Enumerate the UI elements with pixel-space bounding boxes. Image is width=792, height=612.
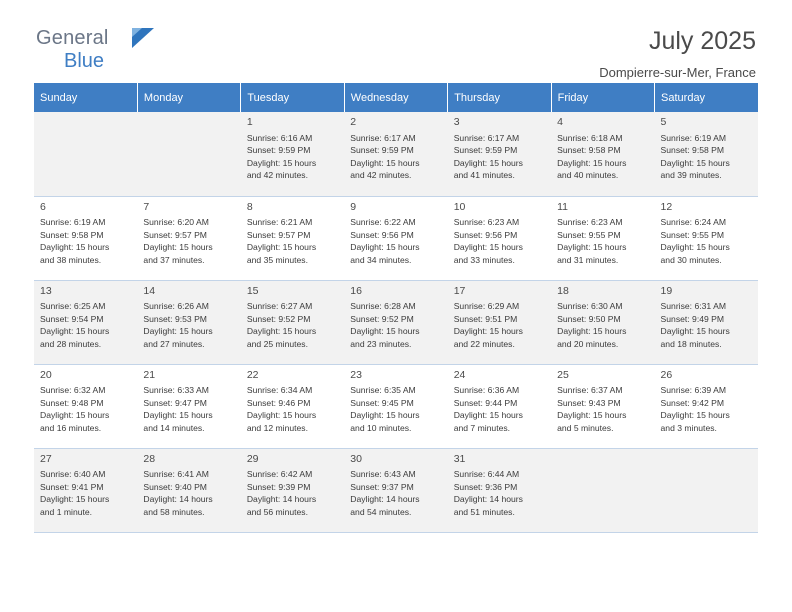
- day-number: 18: [557, 284, 569, 297]
- calendar-day-cell: [344, 280, 447, 364]
- page-title: July 2025: [648, 27, 756, 55]
- day-info-line: Sunset: 9:49 PM: [660, 313, 725, 324]
- day-info-line: Daylight: 15 hours: [143, 410, 213, 421]
- day-info-line: and 14 minutes.: [143, 422, 205, 433]
- day-info-line: Sunrise: 6:31 AM: [660, 301, 726, 312]
- day-info-line: Sunset: 9:59 PM: [246, 145, 311, 156]
- day-info-line: Daylight: 15 hours: [557, 410, 627, 421]
- day-info-line: and 10 minutes.: [350, 422, 412, 433]
- calendar-day-cell: [241, 364, 344, 448]
- day-number: 27: [40, 452, 52, 465]
- calendar-day-cell: [655, 112, 758, 196]
- calendar-day-cell: [551, 280, 654, 364]
- calendar-week-row: [34, 364, 758, 448]
- calendar-day-cell: [34, 280, 137, 364]
- calendar-header-row: [34, 83, 758, 112]
- day-number: 3: [453, 116, 460, 128]
- page-header: [34, 0, 758, 80]
- day-info-line: Daylight: 15 hours: [350, 410, 420, 421]
- day-info-line: Daylight: 15 hours: [660, 326, 730, 337]
- calendar-day-cell: [241, 196, 344, 280]
- day-info-line: and 31 minutes.: [557, 254, 619, 265]
- day-info-line: Sunset: 9:53 PM: [143, 313, 207, 324]
- day-number: 4: [557, 116, 563, 128]
- calendar-day-cell: [241, 280, 344, 364]
- day-info-line: and 1 minute.: [40, 506, 93, 517]
- day-info-line: and 7 minutes.: [453, 422, 511, 433]
- general-blue-logo: [34, 26, 164, 78]
- title-block: [599, 26, 758, 80]
- day-number: 2: [350, 116, 357, 128]
- day-info-line: Sunset: 9:39 PM: [246, 481, 311, 492]
- day-info-line: Sunset: 9:41 PM: [40, 481, 104, 492]
- logo-text-blue: Blue: [64, 50, 105, 72]
- day-info-line: Sunrise: 6:43 AM: [350, 469, 416, 480]
- location-subtitle: Dompierre-sur-Mer, France: [599, 65, 756, 80]
- day-info-line: Sunset: 9:36 PM: [453, 481, 518, 492]
- day-info-line: Daylight: 15 hours: [557, 157, 627, 168]
- weekday-header-sunday: Sunday: [34, 83, 137, 112]
- day-info-line: and 42 minutes.: [350, 170, 412, 181]
- calendar-day-cell: [344, 364, 447, 448]
- day-info-line: Sunset: 9:58 PM: [557, 145, 621, 156]
- day-number: 29: [246, 452, 259, 465]
- day-info-line: Sunrise: 6:29 AM: [453, 301, 520, 312]
- day-info-line: Sunrise: 6:27 AM: [246, 301, 313, 312]
- calendar-day-cell: [137, 364, 240, 448]
- calendar-day-cell: [137, 280, 240, 364]
- day-number: 8: [246, 200, 253, 213]
- day-number: 1: [246, 116, 253, 128]
- day-info-line: Daylight: 14 hours: [350, 494, 420, 505]
- weekday-header-monday: Monday: [137, 83, 240, 112]
- day-info-line: Sunset: 9:58 PM: [40, 229, 104, 240]
- day-info-line: and 23 minutes.: [350, 338, 412, 349]
- day-info-line: Daylight: 15 hours: [557, 326, 627, 337]
- day-info-line: Sunrise: 6:33 AM: [143, 385, 209, 396]
- calendar-day-cell: [34, 364, 137, 448]
- day-info-line: and 39 minutes.: [660, 170, 722, 181]
- day-info-line: Sunset: 9:50 PM: [557, 313, 621, 324]
- day-info-line: Daylight: 15 hours: [350, 157, 420, 168]
- weekday-header-wednesday: Wednesday: [344, 83, 447, 112]
- day-number: 12: [660, 200, 673, 213]
- day-number: 11: [557, 200, 569, 213]
- day-number: 16: [350, 284, 362, 297]
- day-info-line: Sunset: 9:57 PM: [143, 229, 207, 240]
- calendar-day-cell: [241, 448, 344, 532]
- calendar-day-cell: [34, 448, 137, 532]
- day-info-line: Daylight: 14 hours: [143, 494, 213, 505]
- calendar-cell-empty: [655, 448, 758, 532]
- day-info-line: Sunrise: 6:23 AM: [453, 217, 520, 228]
- calendar-cell-empty: [137, 112, 240, 196]
- calendar-day-cell: [655, 196, 758, 280]
- calendar-week-row: [34, 448, 758, 532]
- day-info-line: and 56 minutes.: [246, 506, 308, 517]
- day-info-line: Sunrise: 6:22 AM: [350, 217, 416, 228]
- day-number: 28: [143, 452, 156, 465]
- day-info-line: Sunrise: 6:30 AM: [557, 301, 623, 312]
- day-number: 26: [660, 368, 673, 381]
- day-info-line: Sunrise: 6:21 AM: [246, 217, 313, 228]
- day-number: 9: [350, 200, 357, 213]
- day-info-line: Sunset: 9:55 PM: [660, 229, 725, 240]
- weekday-header-friday: Friday: [551, 83, 654, 112]
- calendar-day-cell: [241, 112, 344, 196]
- day-info-line: and 3 minutes.: [660, 422, 717, 433]
- day-info-line: Sunrise: 6:34 AM: [246, 385, 313, 396]
- day-info-line: Daylight: 15 hours: [143, 326, 213, 337]
- day-info-line: and 25 minutes.: [246, 338, 308, 349]
- day-number: 6: [40, 200, 46, 213]
- day-info-line: and 34 minutes.: [350, 254, 412, 265]
- day-number: 15: [246, 284, 259, 297]
- day-info-line: Sunrise: 6:28 AM: [350, 301, 416, 312]
- day-number: 30: [350, 452, 362, 465]
- day-info-line: Daylight: 15 hours: [557, 242, 627, 253]
- day-info-line: Sunset: 9:47 PM: [143, 397, 207, 408]
- day-info-line: and 37 minutes.: [143, 254, 205, 265]
- day-info-line: Sunset: 9:45 PM: [350, 397, 414, 408]
- day-info-line: and 38 minutes.: [40, 254, 102, 265]
- day-number: 17: [453, 284, 466, 297]
- day-info-line: Sunset: 9:52 PM: [246, 313, 311, 324]
- calendar-body: [34, 112, 758, 532]
- logo-text-general: General: [36, 27, 109, 49]
- day-info-line: Sunset: 9:46 PM: [246, 397, 311, 408]
- day-info-line: Sunrise: 6:16 AM: [246, 132, 313, 143]
- calendar-day-cell: [344, 196, 447, 280]
- day-info-line: Sunset: 9:55 PM: [557, 229, 621, 240]
- day-number: 25: [557, 368, 569, 381]
- calendar-cell-empty: [34, 112, 137, 196]
- calendar-day-cell: [344, 448, 447, 532]
- calendar-day-cell: [655, 280, 758, 364]
- day-number: 10: [453, 200, 466, 213]
- day-info-line: Daylight: 15 hours: [453, 242, 523, 253]
- day-info-line: Sunrise: 6:20 AM: [143, 217, 209, 228]
- calendar-day-cell: [137, 448, 240, 532]
- day-info-line: Daylight: 15 hours: [40, 494, 110, 505]
- day-number: 13: [40, 284, 52, 297]
- day-info-line: and 40 minutes.: [557, 170, 619, 181]
- day-number: 22: [246, 368, 259, 381]
- day-info-line: and 35 minutes.: [246, 254, 308, 265]
- day-number: 31: [453, 452, 466, 465]
- day-info-line: Sunset: 9:40 PM: [143, 481, 207, 492]
- day-info-line: Sunset: 9:59 PM: [350, 145, 414, 156]
- day-info-line: and 12 minutes.: [246, 422, 308, 433]
- day-info-line: and 16 minutes.: [40, 422, 102, 433]
- day-info-line: Daylight: 15 hours: [453, 326, 523, 337]
- day-info-line: Sunrise: 6:18 AM: [557, 132, 623, 143]
- day-info-line: Daylight: 15 hours: [143, 242, 213, 253]
- day-info-line: and 58 minutes.: [143, 506, 205, 517]
- calendar-week-row: [34, 196, 758, 280]
- day-info-line: and 5 minutes.: [557, 422, 614, 433]
- day-info-line: and 27 minutes.: [143, 338, 205, 349]
- day-info-line: and 54 minutes.: [350, 506, 412, 517]
- day-info-line: and 28 minutes.: [40, 338, 102, 349]
- day-number: 23: [350, 368, 362, 381]
- calendar-week-row: [34, 112, 758, 196]
- day-info-line: and 33 minutes.: [453, 254, 515, 265]
- day-info-line: Sunset: 9:56 PM: [350, 229, 414, 240]
- day-info-line: Daylight: 15 hours: [246, 410, 317, 421]
- day-info-line: Sunset: 9:48 PM: [40, 397, 104, 408]
- calendar-day-cell: [137, 196, 240, 280]
- calendar-day-cell: [448, 364, 551, 448]
- triangle-logo-accent-icon: [132, 28, 142, 37]
- day-info-line: Sunrise: 6:37 AM: [557, 385, 623, 396]
- weekday-header-saturday: Saturday: [655, 83, 758, 112]
- calendar-day-cell: [551, 364, 654, 448]
- day-info-line: and 42 minutes.: [246, 170, 308, 181]
- day-info-line: Daylight: 15 hours: [246, 326, 317, 337]
- day-info-line: Sunset: 9:59 PM: [453, 145, 518, 156]
- day-info-line: Sunset: 9:44 PM: [453, 397, 518, 408]
- day-info-line: Daylight: 15 hours: [453, 157, 523, 168]
- day-info-line: Sunset: 9:43 PM: [557, 397, 621, 408]
- day-number: 5: [660, 116, 667, 128]
- day-info-line: Daylight: 15 hours: [350, 326, 420, 337]
- calendar-cell-empty: [551, 448, 654, 532]
- day-info-line: Sunrise: 6:17 AM: [453, 132, 520, 143]
- day-info-line: Daylight: 15 hours: [246, 242, 317, 253]
- calendar-table: [34, 83, 758, 533]
- day-info-line: Sunset: 9:52 PM: [350, 313, 414, 324]
- day-number: 21: [143, 368, 156, 381]
- calendar-day-cell: [551, 112, 654, 196]
- day-info-line: Sunrise: 6:25 AM: [40, 301, 106, 312]
- day-info-line: and 41 minutes.: [453, 170, 515, 181]
- day-info-line: Sunrise: 6:39 AM: [660, 385, 726, 396]
- day-info-line: and 22 minutes.: [453, 338, 515, 349]
- day-info-line: Sunrise: 6:17 AM: [350, 132, 416, 143]
- day-info-line: Sunrise: 6:41 AM: [143, 469, 209, 480]
- day-info-line: Daylight: 15 hours: [40, 410, 110, 421]
- calendar-day-cell: [448, 112, 551, 196]
- day-info-line: Sunrise: 6:44 AM: [453, 469, 520, 480]
- day-number: 24: [453, 368, 466, 381]
- day-info-line: Sunrise: 6:26 AM: [143, 301, 209, 312]
- calendar-day-cell: [655, 364, 758, 448]
- day-info-line: and 30 minutes.: [660, 254, 722, 265]
- day-number: 20: [40, 368, 52, 381]
- calendar-week-row: [34, 280, 758, 364]
- day-number: 19: [660, 284, 673, 297]
- calendar-day-cell: [448, 196, 551, 280]
- calendar-day-cell: [344, 112, 447, 196]
- day-info-line: Daylight: 15 hours: [246, 157, 317, 168]
- day-info-line: Daylight: 14 hours: [453, 494, 523, 505]
- calendar-day-cell: [551, 196, 654, 280]
- day-info-line: Sunrise: 6:19 AM: [660, 132, 726, 143]
- day-info-line: Daylight: 15 hours: [660, 242, 730, 253]
- calendar-day-cell: [448, 280, 551, 364]
- day-info-line: Daylight: 15 hours: [453, 410, 523, 421]
- weekday-header-tuesday: Tuesday: [241, 83, 344, 112]
- day-info-line: Sunrise: 6:23 AM: [557, 217, 623, 228]
- day-info-line: and 20 minutes.: [557, 338, 619, 349]
- day-info-line: Sunrise: 6:36 AM: [453, 385, 520, 396]
- day-info-line: Sunset: 9:58 PM: [660, 145, 725, 156]
- calendar-day-cell: [448, 448, 551, 532]
- day-info-line: Sunset: 9:37 PM: [350, 481, 414, 492]
- day-info-line: Sunrise: 6:40 AM: [40, 469, 106, 480]
- day-info-line: Sunrise: 6:35 AM: [350, 385, 416, 396]
- day-info-line: Sunrise: 6:19 AM: [40, 217, 106, 228]
- day-info-line: Sunset: 9:51 PM: [453, 313, 518, 324]
- day-info-line: Daylight: 15 hours: [40, 242, 110, 253]
- day-info-line: Daylight: 14 hours: [246, 494, 317, 505]
- day-info-line: Sunrise: 6:24 AM: [660, 217, 726, 228]
- calendar-day-cell: [34, 196, 137, 280]
- day-info-line: Daylight: 15 hours: [350, 242, 420, 253]
- weekday-header-thursday: Thursday: [448, 83, 551, 112]
- day-info-line: Sunrise: 6:42 AM: [246, 469, 313, 480]
- day-info-line: Daylight: 15 hours: [660, 157, 730, 168]
- day-info-line: Sunset: 9:57 PM: [246, 229, 311, 240]
- day-info-line: and 51 minutes.: [453, 506, 515, 517]
- day-info-line: Sunset: 9:42 PM: [660, 397, 725, 408]
- day-number: 7: [143, 200, 150, 213]
- day-number: 14: [143, 284, 156, 297]
- day-info-line: Daylight: 15 hours: [40, 326, 110, 337]
- day-info-line: Daylight: 15 hours: [660, 410, 730, 421]
- day-info-line: Sunset: 9:56 PM: [453, 229, 518, 240]
- day-info-line: Sunset: 9:54 PM: [40, 313, 104, 324]
- day-info-line: Sunrise: 6:32 AM: [40, 385, 106, 396]
- day-info-line: and 18 minutes.: [660, 338, 722, 349]
